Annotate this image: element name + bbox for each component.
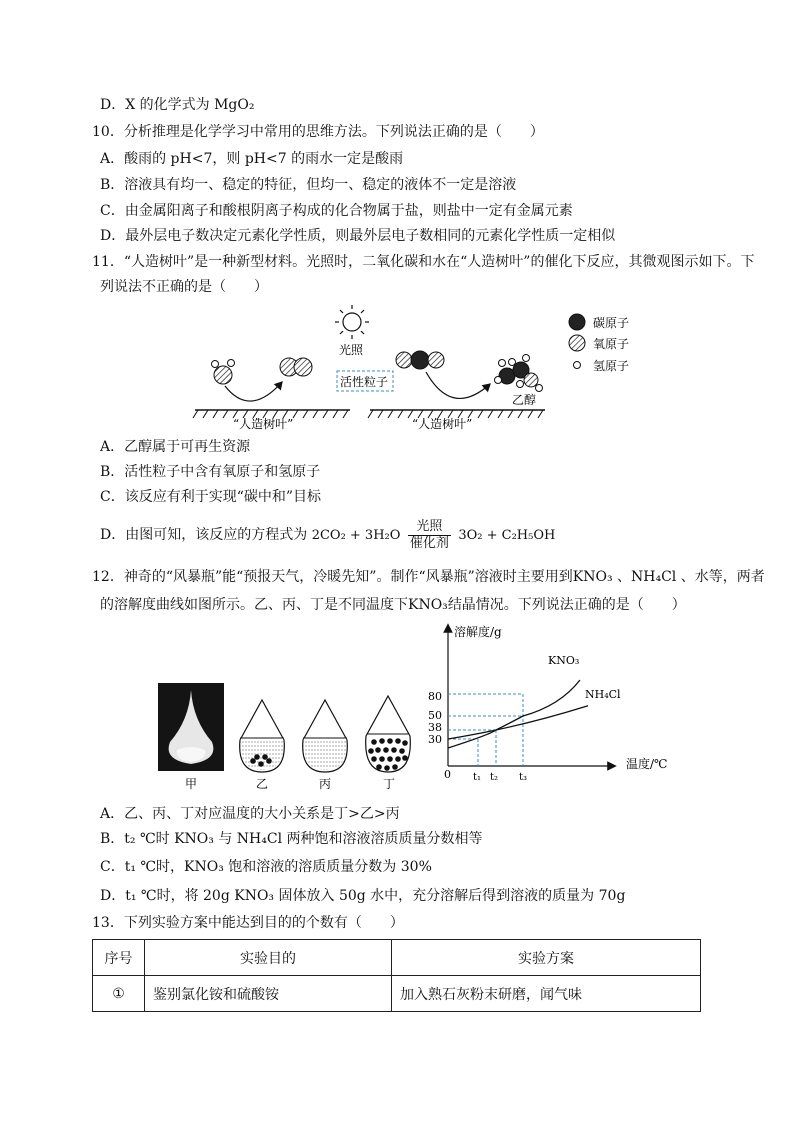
equation-left: 2CO₂ + 3H₂O: [311, 528, 401, 543]
storm-bottle-photo: [158, 683, 224, 771]
ethanol-label: 乙醇: [512, 393, 537, 407]
x-tick-0: 0: [444, 768, 451, 781]
y-tick-38: 38: [428, 721, 442, 734]
q11-option-c: C．该反应有利于实现“碳中和”目标: [100, 489, 322, 505]
q12-stem-1b: KNO₃ 、NH₄Cl 、水等，两者: [572, 569, 765, 585]
condition-light: 光照: [408, 519, 451, 536]
reaction-condition: [408, 519, 451, 552]
bottle-bing: [303, 700, 348, 772]
q12-option-c: C．t₁ ℃时，KNO₃ 饱和溶液的溶质质量分数为 30%: [100, 859, 432, 875]
q11-stem-line1: 11．“人造树叶”是一种新型材料。光照时，二氧化碳和水在“人造树叶”的催化下反应，其微观图示如下。下: [92, 254, 755, 270]
legend-hydrogen: 氢原子: [593, 359, 630, 373]
q10-option-b: B．溶液具有均一、稳定的特征，但均一、稳定的液体不一定是溶液: [100, 177, 517, 193]
y-tick-30: 30: [428, 733, 442, 746]
carbon-dioxide-molecule-icon: [396, 351, 444, 369]
bottle-yi: [240, 700, 285, 772]
y-tick-80: 80: [428, 690, 442, 703]
series-label-nh4cl: NH₄Cl: [585, 688, 621, 701]
sun-label: 光照: [339, 343, 364, 357]
bottle-label-bing: 丙: [319, 777, 332, 791]
experiment-table: [92, 939, 701, 1012]
bottle-label-jia: 甲: [185, 777, 198, 791]
header-plan: 实验方案: [392, 940, 701, 976]
atom-legend: [569, 314, 629, 373]
solubility-chart: [420, 620, 680, 790]
q11-option-d-prefix: D．由图可知，该反应的方程式为: [100, 527, 308, 543]
y-axis-label: 溶解度/g: [454, 625, 502, 639]
q12-stem-2a: 的溶解度曲线如图所示。乙、丙、丁是不同温度下: [100, 597, 408, 613]
bottle-ding: [366, 696, 411, 772]
q13-stem: 13．下列实验方案中能达到目的的个数有（ ）: [92, 915, 404, 931]
row-purpose: 鉴别氯化铵和硫酸铵: [145, 976, 392, 1012]
equation-right: 3O₂ + C₂H₅OH: [458, 528, 556, 543]
q12-stem-2c: 结晶情况。下列说法正确的是（ ）: [447, 597, 686, 613]
y-tick-50: 50: [428, 709, 442, 722]
header-purpose: 实验目的: [145, 940, 392, 976]
q12-option-b: B．t₂ ℃时 KNO₃ 与 NH₄Cl 两种饱和溶液溶质质量分数相等: [100, 831, 483, 847]
storm-bottles-figure: [155, 680, 425, 795]
q11-option-b: B．活性粒子中含有氧原子和氢原子: [100, 464, 321, 480]
carbon-atom-icon: [569, 314, 585, 330]
x-tick-t3: t₃: [519, 772, 528, 783]
leaf-label-left: “人造树叶”: [233, 417, 294, 431]
q12-stem-line1: [92, 567, 765, 587]
q11-stem-line2: 列说法不正确的是（ ）: [100, 279, 268, 295]
row-plan: 加入熟石灰粉末研磨，闻气味: [392, 976, 701, 1012]
q12-stem-line2: [100, 595, 686, 615]
water-molecule-icon: [212, 360, 235, 385]
q11-reaction-diagram: [190, 300, 670, 435]
q9-option-d: D．X 的化学式为 MgO₂: [100, 97, 255, 113]
legend-oxygen: 氧原子: [593, 337, 630, 351]
q12-stem-2b: KNO₃: [408, 597, 448, 613]
q10-stem: 10．分析推理是化学学习中常用的思维方法。下列说法正确的是（ ）: [92, 124, 544, 140]
q10-option-d: D．最外层电子数决定元素化学性质，则最外层电子数相同的元素化学性质一定相似: [100, 228, 616, 244]
ethanol-molecule-icon: [495, 355, 543, 392]
header-index: 序号: [93, 940, 145, 976]
q12-option-d: D．t₁ ℃时，将 20g KNO₃ 固体放入 50g 水中，充分溶解后得到溶液的质量为 70g: [100, 888, 626, 904]
q11-option-a: A．乙醇属于可再生资源: [100, 439, 251, 455]
row-index: ①: [93, 976, 145, 1012]
bottle-label-yi: 乙: [256, 777, 269, 791]
active-particle-label: 活性粒子: [340, 375, 389, 389]
q10-option-c: C．由金属阳离子和酸根阴离子构成的化合物属于盐，则盐中一定有金属元素: [100, 203, 573, 219]
oxygen-atom-icon: [569, 335, 585, 351]
sun-icon: [335, 305, 369, 339]
legend-carbon: 碳原子: [593, 316, 630, 330]
x-tick-t2: t₂: [490, 772, 499, 783]
series-label-kno3: KNO₃: [548, 654, 580, 667]
nh4cl-curve: [448, 706, 588, 739]
x-axis-label: 温度/℃: [626, 757, 668, 771]
q10-option-a: A．酸雨的 pH<7，则 pH<7 的雨水一定是酸雨: [100, 151, 404, 167]
leaf-label-right: “人造树叶”: [412, 417, 473, 431]
x-tick-t1: t₁: [473, 772, 482, 783]
table-header-row: [93, 940, 701, 976]
table-row: [93, 976, 701, 1012]
q12-option-a: A．乙、丙、丁对应温度的大小关系是丁>乙>丙: [100, 806, 400, 822]
bottle-label-ding: 丁: [383, 777, 396, 791]
condition-catalyst: 催化剂: [409, 535, 449, 551]
oxygen-molecule-icon: [280, 358, 312, 376]
hydrogen-atom-icon: [574, 362, 581, 369]
q11-option-d: [100, 517, 555, 553]
q12-stem-1a: 12．神奇的“风暴瓶”能“预报天气，冷暖先知”。制作“风暴瓶”溶液时主要用到: [92, 569, 573, 585]
